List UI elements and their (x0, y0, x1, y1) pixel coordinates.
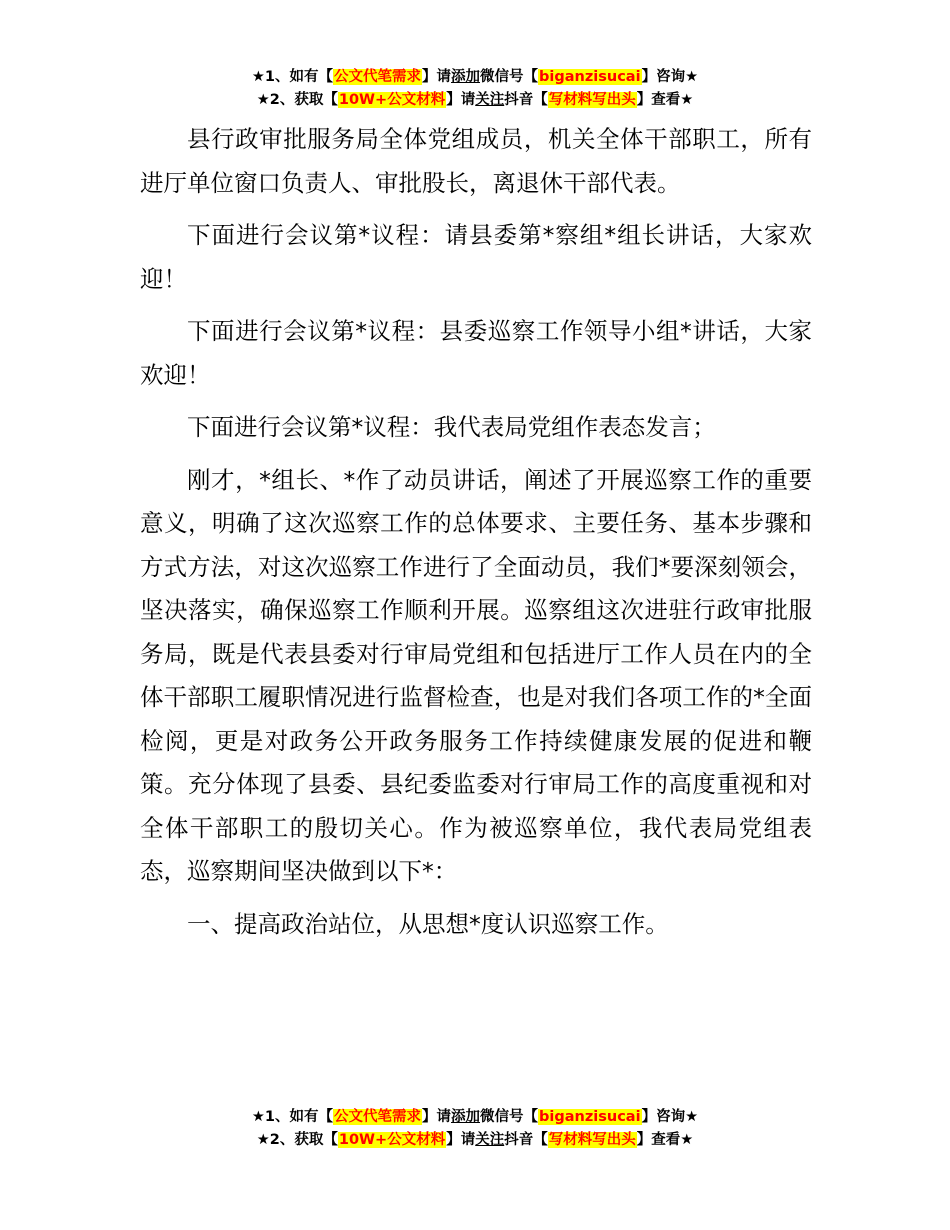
banner-line-1 (0, 66, 950, 89)
paragraph-agenda-3: 下面进行会议第*议程：我代表局党组作表态发言； (187, 413, 716, 441)
banner-text: ★2、获取【 (256, 92, 338, 108)
highlight-wechat-id: biganzisucai (539, 69, 641, 85)
banner-text: 】请 (422, 69, 452, 85)
banner-text: 】请 (446, 1132, 476, 1148)
banner-line-2 (0, 89, 950, 112)
underlined-text: 关注 (475, 1132, 505, 1148)
highlight-douyin-account: 写材料写出头 (548, 1132, 636, 1148)
banner-text: ★2、获取【 (256, 1132, 338, 1148)
paragraph-attendees: 县行政审批服务局全体党组成员，机关全体干部职工，所有进厅单位窗口负责人、审批股长，离退休干部代表。 (140, 125, 812, 197)
banner-text: 微信号【 (480, 69, 539, 85)
banner-text: 】咨询★ (641, 69, 699, 85)
banner-text: 抖音【 (504, 92, 548, 108)
paragraph-agenda-1: 下面进行会议第*议程：请县委第*察组*组长讲话，大家欢迎！ (140, 221, 812, 293)
banner-text: 】查看★ (636, 92, 694, 108)
banner-text: 】查看★ (636, 1132, 694, 1148)
highlight-douyin-account: 写材料写出头 (548, 92, 636, 108)
banner-text: 】请 (422, 1109, 452, 1125)
highlight-service: 公文代笔需求 (334, 69, 422, 85)
highlight-service: 公文代笔需求 (334, 1109, 422, 1125)
banner-text: 抖音【 (504, 1132, 548, 1148)
highlight-wechat-id: biganzisucai (539, 1109, 641, 1125)
banner-text: 】咨询★ (641, 1109, 699, 1125)
underlined-text: 添加 (451, 1109, 481, 1125)
banner-line-1 (0, 1106, 950, 1129)
footer-banner (0, 1106, 950, 1152)
highlight-materials: 10W+公文材料 (338, 92, 446, 108)
paragraph-section-heading: 一、提高政治站位，从思想*度认识巡察工作。 (187, 909, 669, 938)
highlight-materials: 10W+公文材料 (338, 1132, 446, 1148)
header-banner (0, 66, 950, 112)
banner-text: 微信号【 (480, 1109, 539, 1125)
banner-text: ★1、如有【 (251, 69, 334, 85)
banner-text: 】请 (446, 92, 476, 108)
banner-text: ★1、如有【 (251, 1109, 334, 1125)
document-body (140, 118, 812, 955)
underlined-text: 添加 (451, 69, 481, 85)
banner-line-2 (0, 1129, 950, 1152)
underlined-text: 关注 (475, 92, 505, 108)
paragraph-statement: 刚才，*组长、*作了动员讲话，阐述了开展巡察工作的重要意义，明确了这次巡察工作的总体要求、主要任务、基本步骤和方式方法，对这次巡察工作进行了全面动员，我们*要深刻领会，坚决落实，确保巡察工作顺利开展。巡察组这次进驻行政审批服务局，既是代表县委对行审局党组和包括进厅工作人员在内的全体干部职工履职情况进行监督检查，也是对我们各项工作的*全面检阅，更是对政务公开政务服务工作持续健康发展的促进和鞭策。充分体现了县委、县纪委监委对行审局工作的高度重视和对全体干部职工的殷切关心。作为被巡察单位，我代表局党组表态，巡察期间坚决做到以下*： (140, 465, 812, 885)
paragraph-agenda-2: 下面进行会议第*议程：县委巡察工作领导小组*讲话，大家欢迎！ (140, 317, 812, 389)
